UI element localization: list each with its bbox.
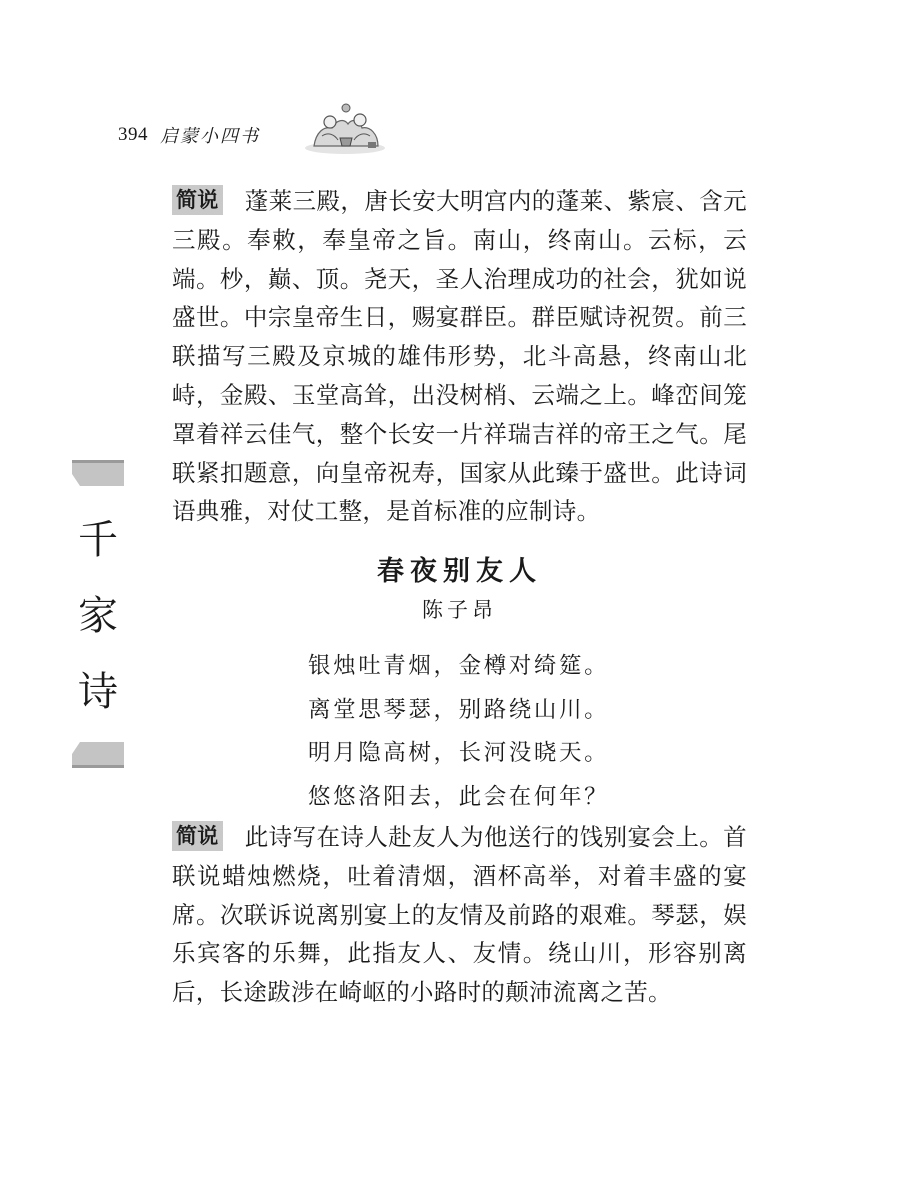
commentary-paragraph-1 bbox=[172, 182, 747, 531]
side-bracket-top-icon bbox=[72, 460, 124, 486]
poem-body bbox=[308, 645, 609, 819]
side-title-char: 诗 bbox=[78, 669, 118, 715]
poem-line: 银烛吐青烟，金樽对绮筵。 bbox=[308, 653, 610, 679]
side-title-char: 千 bbox=[78, 517, 118, 563]
header-illustration-icon bbox=[300, 98, 390, 156]
side-title bbox=[72, 502, 124, 730]
commentary-paragraph-2 bbox=[172, 818, 747, 1012]
side-title-char: 家 bbox=[78, 593, 118, 639]
page-header bbox=[118, 117, 260, 153]
side-bracket-bottom-icon bbox=[72, 742, 124, 768]
poem-title: 春夜别友人 bbox=[377, 556, 542, 587]
poem-line: 悠悠洛阳去，此会在何年？ bbox=[308, 783, 610, 810]
commentary-tag: 简说 bbox=[172, 185, 223, 215]
commentary-text: 此诗写在诗人赴友人为他送行的饯别宴会上。首联说蜡烛燃烧，吐着清烟，酒杯高举，对着丰盛的宴席。次联诉说离别宴上的友情及前路的艰难。琴瑟，娱乐宾客的乐舞，此指友人、友情。绕山川，形容别离后，长途跋涉在崎岖的小路时的颠沛流离之苦。 bbox=[172, 823, 747, 1007]
commentary-text: 蓬莱三殿，唐长安大明宫内的蓬莱、紫宸、含元三殿。奉敕，奉皇帝之旨。南山，终南山。云标，云端。杪，巅、顶。尧天，圣人治理成功的社会，犹如说盛世。中宗皇帝生日，赐宴群臣。群臣赋诗祝贺。前三联描写三殿及京城的雄伟形势，北斗高悬，终南山北峙，金殿、玉堂高耸，出没树梢、云端之上。峰峦间笼罩着祥云佳气，整个长安一片祥瑞吉祥的帝王之气。尾联紧扣题意，向皇帝祝寿，国家从此臻于盛世。此诗词语典雅，对仗工整，是首标准的应制诗。 bbox=[172, 187, 747, 526]
commentary-tag: 简说 bbox=[172, 821, 223, 851]
poem-line: 明月隐高树，长河没晓天。 bbox=[308, 740, 610, 766]
poem-author: 陈子昂 bbox=[422, 598, 497, 622]
book-title: 启蒙小四书 bbox=[160, 126, 260, 147]
poem-line: 离堂思琴瑟，别路绕山川。 bbox=[308, 696, 610, 723]
page-number: 394 bbox=[118, 124, 148, 145]
side-section-marker bbox=[72, 460, 124, 770]
